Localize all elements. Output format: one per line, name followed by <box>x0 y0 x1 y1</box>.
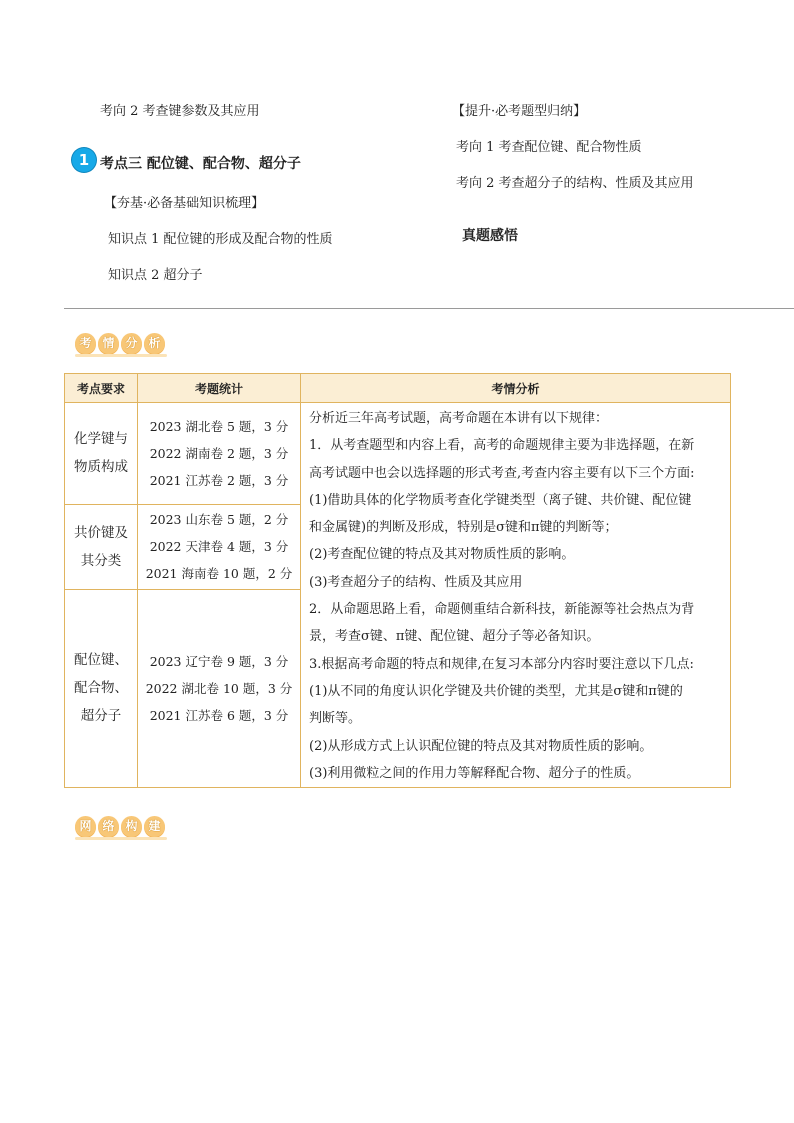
exam-analysis-badge <box>75 330 167 356</box>
requirement-line: 化学键与 <box>74 431 128 448</box>
stat-line: 2021 江苏卷 6 题，3 分 <box>149 707 289 723</box>
analysis-line: 高考试题中也会以选择题的形式考查,考查内容主要有以下三个方面: <box>309 465 695 481</box>
requirement-line: 配合物、 <box>74 680 128 697</box>
requirement-line: 物质构成 <box>74 459 128 476</box>
table-row <box>65 403 731 505</box>
toc-direction-2[interactable]: 考向 2 考查超分子的结构、性质及其应用 <box>456 176 694 191</box>
stat-line: 2021 海南卷 10 题，2 分 <box>145 566 293 582</box>
stat-line: 2023 山东卷 5 题，2 分 <box>149 512 289 528</box>
section-divider <box>64 308 794 309</box>
analysis-cell <box>301 403 731 788</box>
toc-section-title[interactable]: 考点三 配位键、配合物、超分子 <box>100 156 301 172</box>
stat-line: 2023 湖北卷 5 题，3 分 <box>149 418 289 434</box>
toc-knowledge-point-2[interactable]: 知识点 2 超分子 <box>108 268 203 283</box>
analysis-line: (3)利用微粒之间的作用力等解释配合物、超分子的性质。 <box>309 765 640 781</box>
requirement-line: 配位键、 <box>74 652 128 669</box>
toc-item-key-parameters[interactable]: 考向 2 考查键参数及其应用 <box>100 104 260 119</box>
badge-char: 网 <box>75 816 96 837</box>
badge-char: 分 <box>121 333 142 354</box>
badge-char: 络 <box>98 816 119 837</box>
badge-char: 析 <box>144 333 165 354</box>
toc-sub-heading-question-types: 【提升·必考题型归纳】 <box>452 104 587 119</box>
stat-line: 2022 天津卷 4 题，3 分 <box>149 539 289 555</box>
stat-line: 2021 江苏卷 2 题，3 分 <box>149 472 289 488</box>
header-statistics: 考题统计 <box>138 374 301 403</box>
network-build-badge <box>75 813 167 839</box>
requirement-line: 超分子 <box>80 708 122 725</box>
statistics-cell <box>138 589 301 788</box>
stat-line: 2022 湖南卷 2 题，3 分 <box>149 445 289 461</box>
toc-knowledge-point-1[interactable]: 知识点 1 配位键的形成及配合物的性质 <box>108 232 333 247</box>
analysis-line: 判断等。 <box>309 711 362 727</box>
section-number-badge: 1 <box>72 148 96 172</box>
analysis-line: (3)考查超分子的结构、性质及其应用 <box>309 574 523 590</box>
requirement-cell <box>65 589 138 788</box>
toc-direction-1[interactable]: 考向 1 考查配位键、配合物性质 <box>456 140 642 155</box>
requirement-line: 其分类 <box>80 552 122 569</box>
statistics-cell <box>138 403 301 505</box>
badge-char: 考 <box>75 333 96 354</box>
requirement-line: 共价键及 <box>74 524 128 541</box>
statistics-cell <box>138 504 301 589</box>
badge-char: 建 <box>144 816 165 837</box>
header-requirement: 考点要求 <box>65 374 138 403</box>
toc-real-questions[interactable]: 真题感悟 <box>462 228 518 244</box>
analysis-line: (2)考查配位键的特点及其对物质性质的影响。 <box>309 547 575 563</box>
table-header-row <box>65 374 731 403</box>
analysis-line: 景，考查σ键、π键、配位键、超分子等必备知识。 <box>309 629 600 645</box>
exam-analysis-table <box>64 373 731 788</box>
requirement-cell <box>65 504 138 589</box>
toc-sub-heading-basics: 【夯基·必备基础知识梳理】 <box>104 196 265 211</box>
analysis-line: (1)从不同的角度认识化学键及共价键的类型，尤其是σ键和π键的 <box>309 683 683 699</box>
requirement-cell <box>65 403 138 505</box>
badge-char: 情 <box>98 333 119 354</box>
analysis-line: 3.根据高考命题的特点和规律,在复习本部分内容时要注意以下几点: <box>309 656 694 672</box>
analysis-line: 和金属键)的判断及形成，特别是σ键和π键的判断等； <box>309 520 618 536</box>
analysis-line: 1．从考查题型和内容上看，高考的命题规律主要为非选择题，在新 <box>309 438 695 454</box>
header-analysis: 考情分析 <box>301 374 731 403</box>
analysis-line: (1)借助具体的化学物质考查化学键类型（离子键、共价键、配位键 <box>309 492 692 508</box>
stat-line: 2023 辽宁卷 9 题，3 分 <box>149 653 289 669</box>
badge-char: 构 <box>121 816 142 837</box>
analysis-line: (2)从形成方式上认识配位键的特点及其对物质性质的影响。 <box>309 738 653 754</box>
analysis-line: 分析近三年高考试题，高考命题在本讲有以下规律： <box>309 411 609 426</box>
stat-line: 2022 湖北卷 10 题，3 分 <box>145 680 293 696</box>
analysis-line: 2．从命题思路上看，命题侧重结合新科技，新能源等社会热点为背 <box>309 602 695 618</box>
